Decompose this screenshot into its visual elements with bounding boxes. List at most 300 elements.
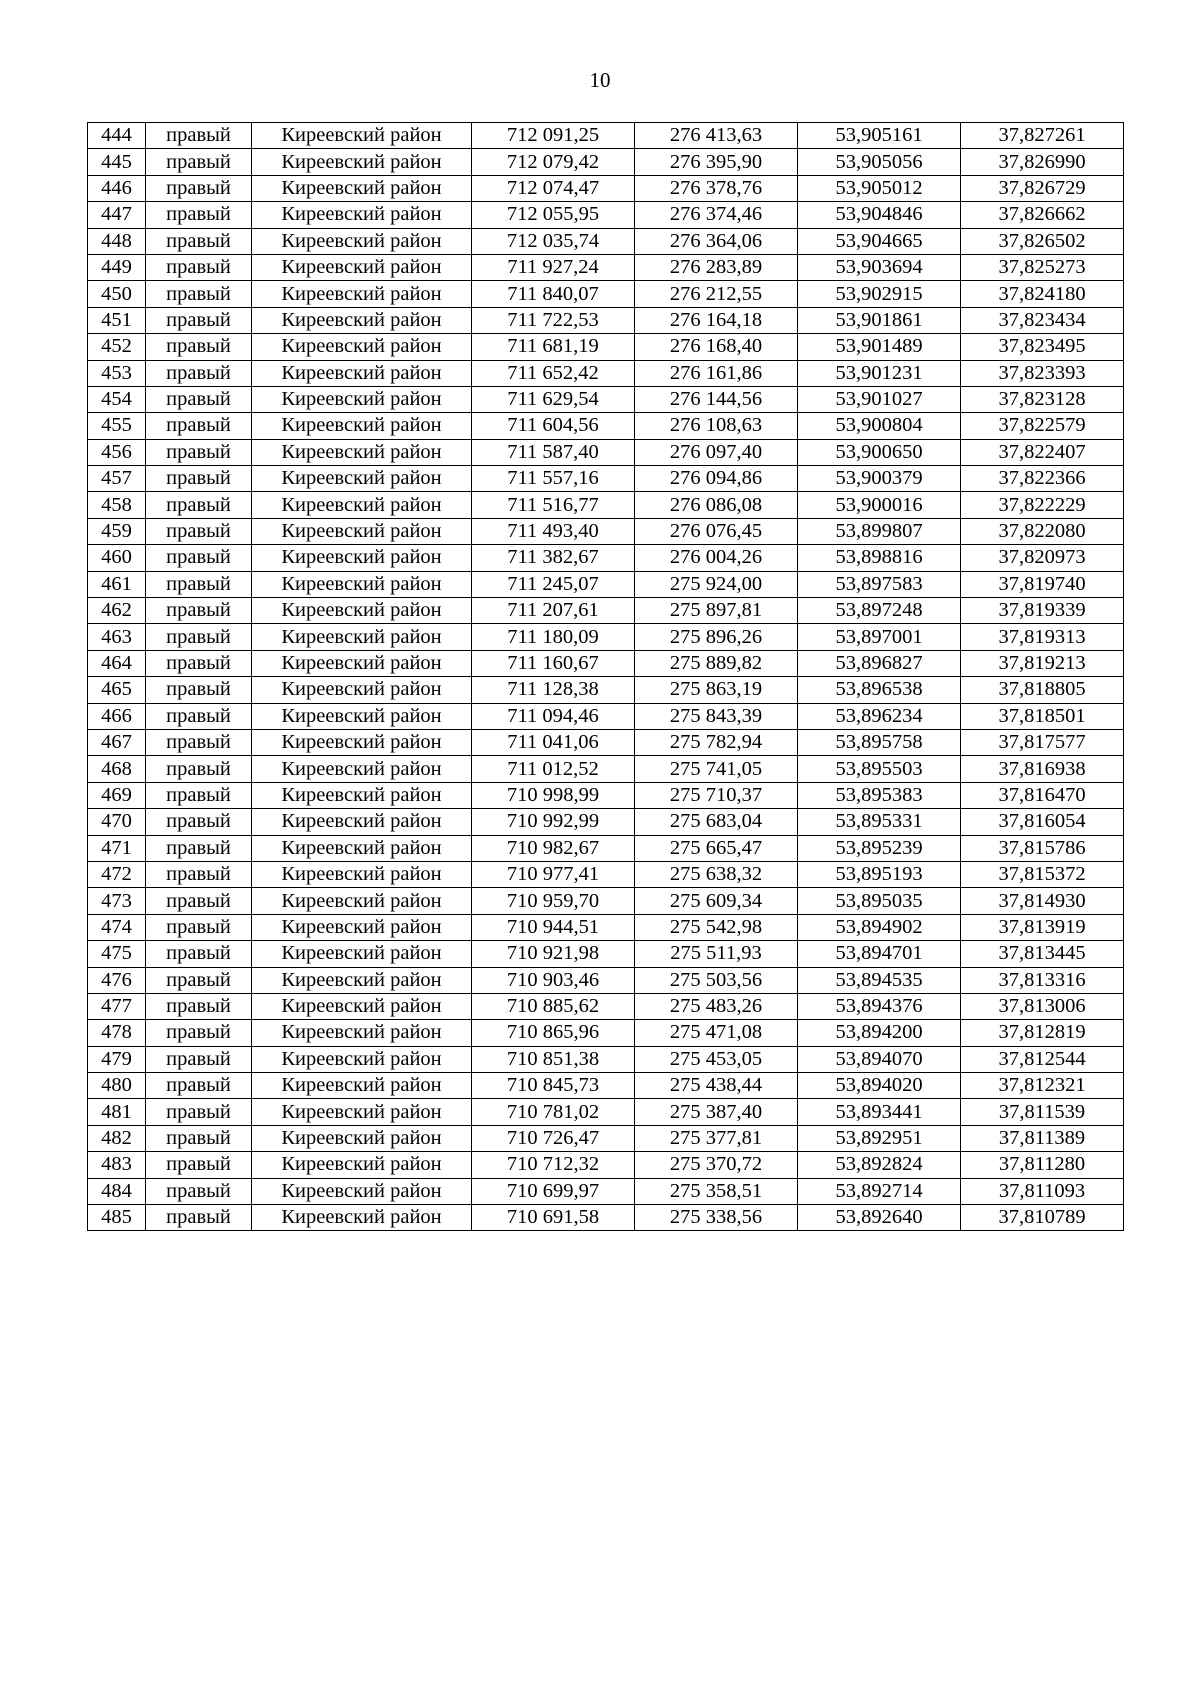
point-number-cell: 447 — [88, 202, 146, 228]
table-row — [88, 571, 1124, 597]
bank-side-cell: правый — [146, 888, 252, 914]
table-row — [88, 1178, 1124, 1204]
longitude-cell: 37,823434 — [961, 307, 1124, 333]
district-cell: Киреевский район — [252, 835, 472, 861]
point-number-cell: 464 — [88, 650, 146, 676]
longitude-cell: 37,822407 — [961, 439, 1124, 465]
table-row — [88, 598, 1124, 624]
y-coordinate-cell: 275 863,19 — [635, 677, 798, 703]
table-row — [88, 175, 1124, 201]
bank-side-cell: правый — [146, 281, 252, 307]
x-coordinate-cell: 712 091,25 — [472, 123, 635, 149]
longitude-cell: 37,816938 — [961, 756, 1124, 782]
y-coordinate-cell: 275 710,37 — [635, 782, 798, 808]
table-row — [88, 545, 1124, 571]
point-number-cell: 484 — [88, 1178, 146, 1204]
bank-side-cell: правый — [146, 571, 252, 597]
x-coordinate-cell: 710 944,51 — [472, 914, 635, 940]
district-cell: Киреевский район — [252, 123, 472, 149]
y-coordinate-cell: 275 741,05 — [635, 756, 798, 782]
x-coordinate-cell: 711 207,61 — [472, 598, 635, 624]
latitude-cell: 53,892640 — [798, 1205, 961, 1231]
district-cell: Киреевский район — [252, 571, 472, 597]
district-cell: Киреевский район — [252, 281, 472, 307]
longitude-cell: 37,813316 — [961, 967, 1124, 993]
table-row — [88, 941, 1124, 967]
table-row — [88, 360, 1124, 386]
longitude-cell: 37,811389 — [961, 1125, 1124, 1151]
table-row — [88, 202, 1124, 228]
latitude-cell: 53,895383 — [798, 782, 961, 808]
y-coordinate-cell: 276 076,45 — [635, 518, 798, 544]
latitude-cell: 53,901489 — [798, 334, 961, 360]
point-number-cell: 478 — [88, 1020, 146, 1046]
bank-side-cell: правый — [146, 941, 252, 967]
x-coordinate-cell: 710 845,73 — [472, 1073, 635, 1099]
latitude-cell: 53,897001 — [798, 624, 961, 650]
point-number-cell: 482 — [88, 1125, 146, 1151]
latitude-cell: 53,894535 — [798, 967, 961, 993]
y-coordinate-cell: 276 004,26 — [635, 545, 798, 571]
bank-side-cell: правый — [146, 650, 252, 676]
table-row — [88, 281, 1124, 307]
x-coordinate-cell: 711 722,53 — [472, 307, 635, 333]
table-row — [88, 835, 1124, 861]
table-row — [88, 123, 1124, 149]
district-cell: Киреевский район — [252, 360, 472, 386]
table-row — [88, 729, 1124, 755]
table-row — [88, 888, 1124, 914]
longitude-cell: 37,817577 — [961, 729, 1124, 755]
x-coordinate-cell: 710 712,32 — [472, 1152, 635, 1178]
coordinates-table-body — [88, 123, 1124, 1231]
y-coordinate-cell: 275 843,39 — [635, 703, 798, 729]
y-coordinate-cell: 275 483,26 — [635, 993, 798, 1019]
longitude-cell: 37,815786 — [961, 835, 1124, 861]
table-row — [88, 149, 1124, 175]
point-number-cell: 465 — [88, 677, 146, 703]
x-coordinate-cell: 712 035,74 — [472, 228, 635, 254]
y-coordinate-cell: 275 438,44 — [635, 1073, 798, 1099]
x-coordinate-cell: 711 652,42 — [472, 360, 635, 386]
latitude-cell: 53,895239 — [798, 835, 961, 861]
point-number-cell: 463 — [88, 624, 146, 650]
x-coordinate-cell: 710 691,58 — [472, 1205, 635, 1231]
bank-side-cell: правый — [146, 703, 252, 729]
y-coordinate-cell: 275 377,81 — [635, 1125, 798, 1151]
district-cell: Киреевский район — [252, 413, 472, 439]
district-cell: Киреевский район — [252, 228, 472, 254]
x-coordinate-cell: 712 079,42 — [472, 149, 635, 175]
bank-side-cell: правый — [146, 1073, 252, 1099]
point-number-cell: 451 — [88, 307, 146, 333]
district-cell: Киреевский район — [252, 809, 472, 835]
latitude-cell: 53,894376 — [798, 993, 961, 1019]
y-coordinate-cell: 276 164,18 — [635, 307, 798, 333]
x-coordinate-cell: 711 041,06 — [472, 729, 635, 755]
x-coordinate-cell: 710 992,99 — [472, 809, 635, 835]
longitude-cell: 37,810789 — [961, 1205, 1124, 1231]
district-cell: Киреевский район — [252, 466, 472, 492]
y-coordinate-cell: 275 896,26 — [635, 624, 798, 650]
bank-side-cell: правый — [146, 545, 252, 571]
table-row — [88, 228, 1124, 254]
latitude-cell: 53,900650 — [798, 439, 961, 465]
y-coordinate-cell: 276 168,40 — [635, 334, 798, 360]
table-row — [88, 1020, 1124, 1046]
district-cell: Киреевский район — [252, 756, 472, 782]
table-row — [88, 386, 1124, 412]
latitude-cell: 53,894020 — [798, 1073, 961, 1099]
point-number-cell: 446 — [88, 175, 146, 201]
x-coordinate-cell: 710 781,02 — [472, 1099, 635, 1125]
bank-side-cell: правый — [146, 624, 252, 650]
x-coordinate-cell: 710 921,98 — [472, 941, 635, 967]
longitude-cell: 37,819213 — [961, 650, 1124, 676]
district-cell: Киреевский район — [252, 703, 472, 729]
x-coordinate-cell: 711 094,46 — [472, 703, 635, 729]
bank-side-cell: правый — [146, 967, 252, 993]
latitude-cell: 53,892824 — [798, 1152, 961, 1178]
x-coordinate-cell: 711 012,52 — [472, 756, 635, 782]
point-number-cell: 477 — [88, 993, 146, 1019]
district-cell: Киреевский район — [252, 1205, 472, 1231]
bank-side-cell: правый — [146, 835, 252, 861]
x-coordinate-cell: 711 160,67 — [472, 650, 635, 676]
point-number-cell: 470 — [88, 809, 146, 835]
district-cell: Киреевский район — [252, 1046, 472, 1072]
x-coordinate-cell: 710 699,97 — [472, 1178, 635, 1204]
latitude-cell: 53,904665 — [798, 228, 961, 254]
x-coordinate-cell: 710 726,47 — [472, 1125, 635, 1151]
x-coordinate-cell: 710 982,67 — [472, 835, 635, 861]
bank-side-cell: правый — [146, 492, 252, 518]
x-coordinate-cell: 710 865,96 — [472, 1020, 635, 1046]
bank-side-cell: правый — [146, 413, 252, 439]
longitude-cell: 37,822366 — [961, 466, 1124, 492]
bank-side-cell: правый — [146, 123, 252, 149]
table-row — [88, 993, 1124, 1019]
latitude-cell: 53,901861 — [798, 307, 961, 333]
x-coordinate-cell: 711 587,40 — [472, 439, 635, 465]
x-coordinate-cell: 711 128,38 — [472, 677, 635, 703]
x-coordinate-cell: 711 604,56 — [472, 413, 635, 439]
x-coordinate-cell: 711 180,09 — [472, 624, 635, 650]
point-number-cell: 445 — [88, 149, 146, 175]
y-coordinate-cell: 276 144,56 — [635, 386, 798, 412]
district-cell: Киреевский район — [252, 492, 472, 518]
bank-side-cell: правый — [146, 228, 252, 254]
table-row — [88, 624, 1124, 650]
table-row — [88, 1073, 1124, 1099]
table-row — [88, 1046, 1124, 1072]
table-row — [88, 809, 1124, 835]
y-coordinate-cell: 275 638,32 — [635, 861, 798, 887]
point-number-cell: 449 — [88, 254, 146, 280]
x-coordinate-cell: 711 681,19 — [472, 334, 635, 360]
point-number-cell: 471 — [88, 835, 146, 861]
district-cell: Киреевский район — [252, 1073, 472, 1099]
latitude-cell: 53,901027 — [798, 386, 961, 412]
y-coordinate-cell: 275 542,98 — [635, 914, 798, 940]
latitude-cell: 53,898816 — [798, 545, 961, 571]
longitude-cell: 37,823495 — [961, 334, 1124, 360]
point-number-cell: 485 — [88, 1205, 146, 1231]
y-coordinate-cell: 275 387,40 — [635, 1099, 798, 1125]
x-coordinate-cell: 710 903,46 — [472, 967, 635, 993]
latitude-cell: 53,899807 — [798, 518, 961, 544]
latitude-cell: 53,894070 — [798, 1046, 961, 1072]
y-coordinate-cell: 276 374,46 — [635, 202, 798, 228]
bank-side-cell: правый — [146, 439, 252, 465]
table-row — [88, 756, 1124, 782]
district-cell: Киреевский район — [252, 967, 472, 993]
latitude-cell: 53,896538 — [798, 677, 961, 703]
longitude-cell: 37,827261 — [961, 123, 1124, 149]
district-cell: Киреевский район — [252, 1020, 472, 1046]
point-number-cell: 461 — [88, 571, 146, 597]
y-coordinate-cell: 276 161,86 — [635, 360, 798, 386]
latitude-cell: 53,897248 — [798, 598, 961, 624]
longitude-cell: 37,819339 — [961, 598, 1124, 624]
longitude-cell: 37,826662 — [961, 202, 1124, 228]
y-coordinate-cell: 276 413,63 — [635, 123, 798, 149]
bank-side-cell: правый — [146, 386, 252, 412]
y-coordinate-cell: 275 924,00 — [635, 571, 798, 597]
table-row — [88, 492, 1124, 518]
table-row — [88, 861, 1124, 887]
district-cell: Киреевский район — [252, 202, 472, 228]
y-coordinate-cell: 275 897,81 — [635, 598, 798, 624]
district-cell: Киреевский район — [252, 334, 472, 360]
bank-side-cell: правый — [146, 466, 252, 492]
district-cell: Киреевский район — [252, 677, 472, 703]
point-number-cell: 457 — [88, 466, 146, 492]
x-coordinate-cell: 711 557,16 — [472, 466, 635, 492]
point-number-cell: 474 — [88, 914, 146, 940]
y-coordinate-cell: 275 782,94 — [635, 729, 798, 755]
y-coordinate-cell: 275 683,04 — [635, 809, 798, 835]
x-coordinate-cell: 711 245,07 — [472, 571, 635, 597]
longitude-cell: 37,820973 — [961, 545, 1124, 571]
latitude-cell: 53,900016 — [798, 492, 961, 518]
table-row — [88, 967, 1124, 993]
x-coordinate-cell: 712 055,95 — [472, 202, 635, 228]
district-cell: Киреевский район — [252, 598, 472, 624]
bank-side-cell: правый — [146, 782, 252, 808]
district-cell: Киреевский район — [252, 941, 472, 967]
point-number-cell: 473 — [88, 888, 146, 914]
bank-side-cell: правый — [146, 729, 252, 755]
table-row — [88, 782, 1124, 808]
district-cell: Киреевский район — [252, 1178, 472, 1204]
x-coordinate-cell: 711 382,67 — [472, 545, 635, 571]
bank-side-cell: правый — [146, 1099, 252, 1125]
table-row — [88, 677, 1124, 703]
point-number-cell: 466 — [88, 703, 146, 729]
table-row — [88, 914, 1124, 940]
y-coordinate-cell: 275 511,93 — [635, 941, 798, 967]
longitude-cell: 37,822229 — [961, 492, 1124, 518]
latitude-cell: 53,894701 — [798, 941, 961, 967]
longitude-cell: 37,822579 — [961, 413, 1124, 439]
district-cell: Киреевский район — [252, 650, 472, 676]
district-cell: Киреевский район — [252, 545, 472, 571]
bank-side-cell: правый — [146, 1205, 252, 1231]
x-coordinate-cell: 711 493,40 — [472, 518, 635, 544]
latitude-cell: 53,893441 — [798, 1099, 961, 1125]
point-number-cell: 452 — [88, 334, 146, 360]
point-number-cell: 483 — [88, 1152, 146, 1178]
point-number-cell: 450 — [88, 281, 146, 307]
latitude-cell: 53,900379 — [798, 466, 961, 492]
table-row — [88, 466, 1124, 492]
bank-side-cell: правый — [146, 1178, 252, 1204]
point-number-cell: 469 — [88, 782, 146, 808]
longitude-cell: 37,823128 — [961, 386, 1124, 412]
latitude-cell: 53,895503 — [798, 756, 961, 782]
bank-side-cell: правый — [146, 360, 252, 386]
x-coordinate-cell: 711 516,77 — [472, 492, 635, 518]
district-cell: Киреевский район — [252, 175, 472, 201]
table-row — [88, 1099, 1124, 1125]
bank-side-cell: правый — [146, 861, 252, 887]
district-cell: Киреевский район — [252, 518, 472, 544]
latitude-cell: 53,900804 — [798, 413, 961, 439]
longitude-cell: 37,826502 — [961, 228, 1124, 254]
y-coordinate-cell: 276 364,06 — [635, 228, 798, 254]
y-coordinate-cell: 275 358,51 — [635, 1178, 798, 1204]
x-coordinate-cell: 711 840,07 — [472, 281, 635, 307]
longitude-cell: 37,811093 — [961, 1178, 1124, 1204]
longitude-cell: 37,815372 — [961, 861, 1124, 887]
latitude-cell: 53,894200 — [798, 1020, 961, 1046]
longitude-cell: 37,816470 — [961, 782, 1124, 808]
point-number-cell: 479 — [88, 1046, 146, 1072]
latitude-cell: 53,905161 — [798, 123, 961, 149]
latitude-cell: 53,901231 — [798, 360, 961, 386]
x-coordinate-cell: 710 977,41 — [472, 861, 635, 887]
table-row — [88, 413, 1124, 439]
latitude-cell: 53,904846 — [798, 202, 961, 228]
bank-side-cell: правый — [146, 1125, 252, 1151]
coordinates-table — [87, 122, 1124, 1231]
latitude-cell: 53,905056 — [798, 149, 961, 175]
district-cell: Киреевский район — [252, 914, 472, 940]
bank-side-cell: правый — [146, 175, 252, 201]
longitude-cell: 37,813919 — [961, 914, 1124, 940]
y-coordinate-cell: 275 370,72 — [635, 1152, 798, 1178]
longitude-cell: 37,814930 — [961, 888, 1124, 914]
longitude-cell: 37,813445 — [961, 941, 1124, 967]
bank-side-cell: правый — [146, 149, 252, 175]
page-number: 10 — [589, 68, 611, 92]
district-cell: Киреевский район — [252, 1152, 472, 1178]
bank-side-cell: правый — [146, 254, 252, 280]
bank-side-cell: правый — [146, 307, 252, 333]
table-row — [88, 1205, 1124, 1231]
latitude-cell: 53,896234 — [798, 703, 961, 729]
district-cell: Киреевский район — [252, 729, 472, 755]
bank-side-cell: правый — [146, 518, 252, 544]
bank-side-cell: правый — [146, 756, 252, 782]
point-number-cell: 475 — [88, 941, 146, 967]
latitude-cell: 53,903694 — [798, 254, 961, 280]
longitude-cell: 37,825273 — [961, 254, 1124, 280]
longitude-cell: 37,812321 — [961, 1073, 1124, 1099]
longitude-cell: 37,819740 — [961, 571, 1124, 597]
district-cell: Киреевский район — [252, 254, 472, 280]
bank-side-cell: правый — [146, 1020, 252, 1046]
bank-side-cell: правый — [146, 1152, 252, 1178]
point-number-cell: 444 — [88, 123, 146, 149]
longitude-cell: 37,823393 — [961, 360, 1124, 386]
bank-side-cell: правый — [146, 677, 252, 703]
point-number-cell: 455 — [88, 413, 146, 439]
point-number-cell: 460 — [88, 545, 146, 571]
latitude-cell: 53,896827 — [798, 650, 961, 676]
x-coordinate-cell: 710 885,62 — [472, 993, 635, 1019]
longitude-cell: 37,824180 — [961, 281, 1124, 307]
table-row — [88, 1125, 1124, 1151]
bank-side-cell: правый — [146, 993, 252, 1019]
longitude-cell: 37,816054 — [961, 809, 1124, 835]
bank-side-cell: правый — [146, 202, 252, 228]
longitude-cell: 37,819313 — [961, 624, 1124, 650]
y-coordinate-cell: 275 471,08 — [635, 1020, 798, 1046]
y-coordinate-cell: 275 338,56 — [635, 1205, 798, 1231]
bank-side-cell: правый — [146, 598, 252, 624]
table-row — [88, 254, 1124, 280]
latitude-cell: 53,895331 — [798, 809, 961, 835]
district-cell: Киреевский район — [252, 861, 472, 887]
bank-side-cell: правый — [146, 809, 252, 835]
x-coordinate-cell: 711 927,24 — [472, 254, 635, 280]
y-coordinate-cell: 276 395,90 — [635, 149, 798, 175]
point-number-cell: 454 — [88, 386, 146, 412]
longitude-cell: 37,812544 — [961, 1046, 1124, 1072]
y-coordinate-cell: 275 665,47 — [635, 835, 798, 861]
district-cell: Киреевский район — [252, 307, 472, 333]
y-coordinate-cell: 275 889,82 — [635, 650, 798, 676]
point-number-cell: 467 — [88, 729, 146, 755]
table-row — [88, 307, 1124, 333]
point-number-cell: 462 — [88, 598, 146, 624]
bank-side-cell: правый — [146, 334, 252, 360]
longitude-cell: 37,811539 — [961, 1099, 1124, 1125]
point-number-cell: 468 — [88, 756, 146, 782]
district-cell: Киреевский район — [252, 1099, 472, 1125]
bank-side-cell: правый — [146, 1046, 252, 1072]
point-number-cell: 476 — [88, 967, 146, 993]
y-coordinate-cell: 276 108,63 — [635, 413, 798, 439]
point-number-cell: 481 — [88, 1099, 146, 1125]
x-coordinate-cell: 710 998,99 — [472, 782, 635, 808]
y-coordinate-cell: 275 609,34 — [635, 888, 798, 914]
latitude-cell: 53,892951 — [798, 1125, 961, 1151]
table-row — [88, 518, 1124, 544]
table-row — [88, 703, 1124, 729]
point-number-cell: 458 — [88, 492, 146, 518]
district-cell: Киреевский район — [252, 888, 472, 914]
district-cell: Киреевский район — [252, 993, 472, 1019]
y-coordinate-cell: 275 503,56 — [635, 967, 798, 993]
longitude-cell: 37,812819 — [961, 1020, 1124, 1046]
y-coordinate-cell: 275 453,05 — [635, 1046, 798, 1072]
latitude-cell: 53,902915 — [798, 281, 961, 307]
point-number-cell: 472 — [88, 861, 146, 887]
district-cell: Киреевский район — [252, 439, 472, 465]
